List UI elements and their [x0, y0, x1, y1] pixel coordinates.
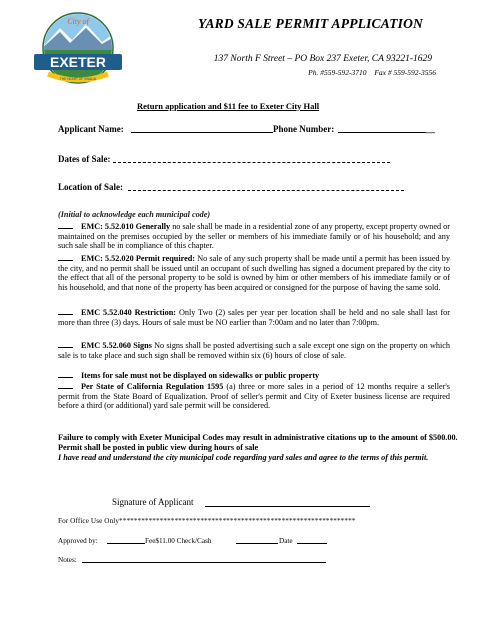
- code-5-52-010: [58, 221, 450, 251]
- contact-line: [302, 68, 436, 77]
- code-5-52-040: [58, 307, 450, 327]
- logo-name: EXETER: [49, 54, 107, 70]
- page-title: YARD SALE PERMIT APPLICATION: [198, 16, 424, 31]
- phone-number-trail: __: [426, 124, 435, 134]
- signature-label: Signature of Applicant: [112, 497, 194, 507]
- address: 137 North F Street – PO Box 237 Exeter, CA 93221-1629: [213, 54, 432, 64]
- code-title: EMC 5.52.040 Restriction:: [81, 308, 177, 317]
- location-of-sale-label: Location of Sale:: [58, 182, 123, 192]
- logo-ribbon: THE HEART OF VISALIA: [59, 77, 97, 81]
- initial-field[interactable]: [58, 340, 73, 348]
- code-text: no sale shall be made in a residential zone of any property, except property owned or maintained on the premises occupied by the seller or members of his immediate family or of his household; and any such sale shall be in compliance of this chapter.: [58, 222, 451, 251]
- initial-instructions: (Initial to acknowledge each municipal code): [58, 210, 211, 219]
- fee-label: Fee$11.00 Check/Cash: [145, 537, 212, 545]
- date-label: Date: [279, 537, 293, 545]
- code-title: Items for sale must not be displayed on sidewalks or public property: [81, 371, 320, 380]
- initial-field[interactable]: [58, 221, 73, 229]
- code-5-52-060: [58, 340, 450, 360]
- fax-text: Fax # 559-592-3556: [374, 68, 436, 77]
- sidewalk-rule: [58, 370, 450, 381]
- code-5-52-020: [58, 253, 450, 292]
- failure-notice: [58, 433, 458, 463]
- city-logo: [30, 10, 126, 88]
- code-title: EMC: 5.52.020 Permit required:: [81, 254, 196, 263]
- phone-number-label: Phone Number:: [273, 124, 335, 134]
- dates-of-sale-field[interactable]: [113, 154, 390, 163]
- approved-by-field[interactable]: [107, 535, 145, 544]
- signature-field[interactable]: [205, 497, 370, 507]
- acknowledgement-text: I have read and understand the city municipal code regarding yard sales and agree to the terms of this permit.: [58, 453, 429, 462]
- code-text: (a) three or more sales in a period of 12 months require a seller's permit from the State Board of Equalization. Proof of seller's permit and City of Exeter business license are required before a third (or additional) yard sale permit will be considered.: [58, 382, 450, 411]
- code-title: EMC 5.52.060 Signs: [81, 341, 152, 350]
- notes-label: Notes:: [58, 556, 77, 564]
- location-of-sale-field[interactable]: [128, 182, 404, 191]
- failure-text: Failure to comply with Exeter Municipal Codes may result in administrative citations up to the amount of $500.00. Permit shall be posted in public view during hours of sale: [58, 433, 458, 452]
- code-text: Only Two (2) sales per year per location shall be held and no sale shall last for more than three (3) days. Hours of sale must be NO earlier than 7:00am and no later than 7:00pm.: [58, 308, 450, 327]
- phone-text: Ph. #559-592-3710: [308, 68, 367, 77]
- notes-field[interactable]: [82, 555, 326, 563]
- logo-top-text: City of: [67, 17, 89, 26]
- initial-field[interactable]: [58, 381, 73, 389]
- code-title: Per State of California Regulation 1595: [81, 382, 224, 391]
- initial-field[interactable]: [58, 370, 73, 378]
- state-regulation-1595: [58, 381, 450, 411]
- initial-field[interactable]: [58, 307, 73, 315]
- office-use-header: For Office Use Only****************************************************************: [58, 517, 356, 525]
- return-note: Return application and $11 fee to Exeter City Hall: [137, 101, 320, 111]
- code-title: EMC: 5.52.010 Generally: [81, 222, 171, 231]
- approved-by-label: Approved by:: [58, 537, 98, 545]
- phone-number-field[interactable]: [338, 123, 426, 133]
- code-text: No signs shall be posted advertising such a sale except one sign on the property on which sale is to take place and such sign shall be removed within six (6) hours of close of sale.: [58, 341, 450, 360]
- date-field[interactable]: [297, 535, 327, 544]
- initial-field[interactable]: [58, 253, 73, 261]
- applicant-name-label: Applicant Name:: [58, 124, 124, 134]
- dates-of-sale-label: Dates of Sale:: [58, 154, 111, 164]
- code-text: No sale of any such property shall be made until a permit has been issued by the city, and no permit shall be issued until an occupant of such dwelling has signed a document prepared by the city to the effect that all of the personal property to be sold is owned by him or other members of his immediate family or of his household, and that none of the property has been acquired or consigned for the purpose of having the same sold.: [58, 254, 450, 292]
- applicant-name-field[interactable]: [131, 123, 273, 133]
- fee-field[interactable]: [236, 535, 278, 544]
